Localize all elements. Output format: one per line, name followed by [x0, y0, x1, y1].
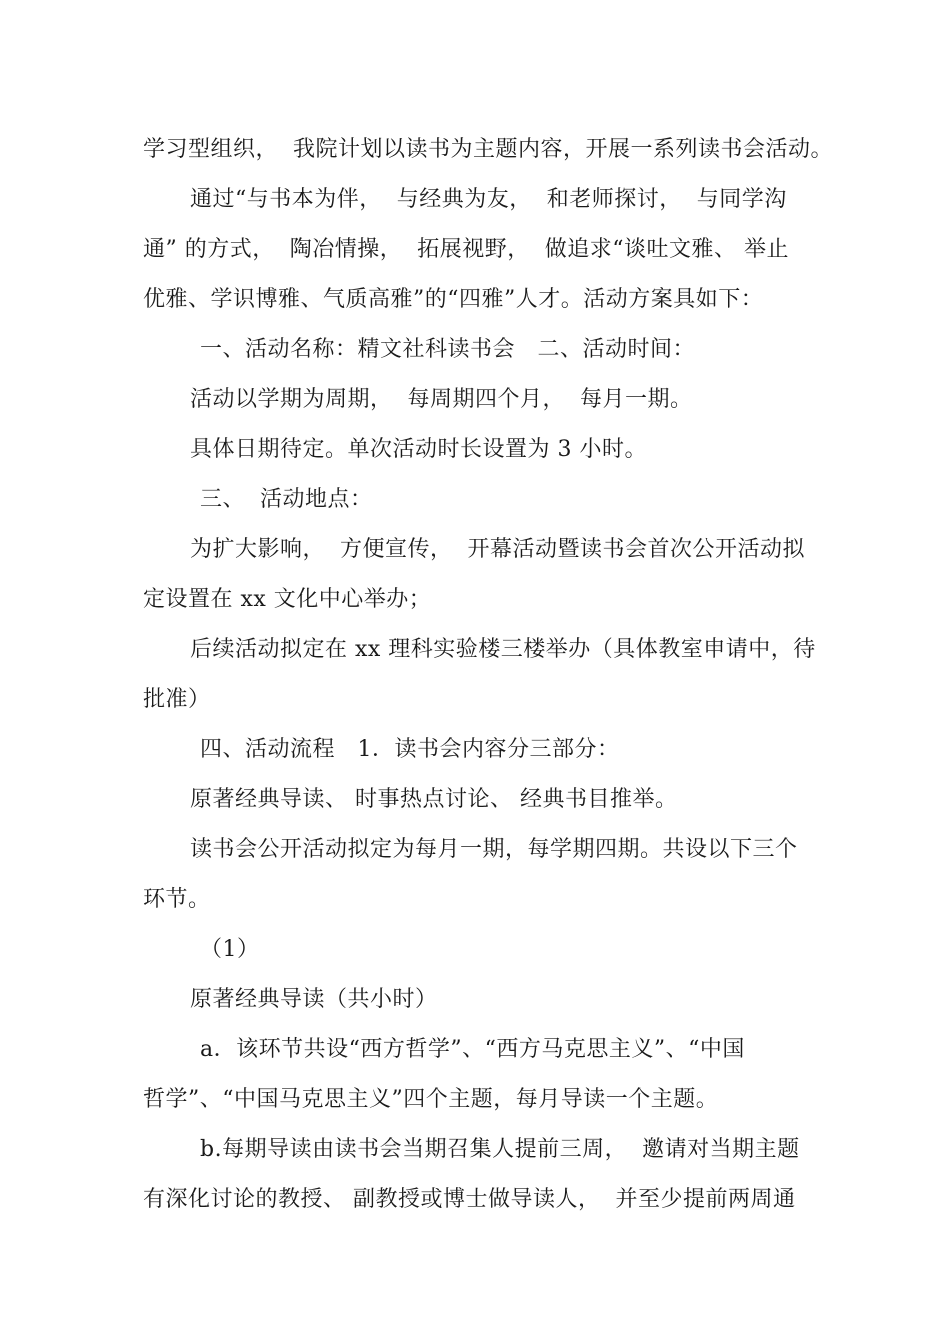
paragraph-line-22: 有深化讨论的教授、 副教授或博士做导读人， 并至少提前两周通 [143, 1187, 796, 1212]
paragraph-line-7: 具体日期待定。单次活动时长设置为 3 小时。 [190, 437, 647, 462]
paragraph-line-15: 读书会公开活动拟定为每月一期，每学期四期。共设以下三个 [190, 837, 798, 862]
section-heading-1-2: 一、活动名称：精文社科读书会 二、活动时间： [200, 337, 695, 362]
paragraph-line-12: 批准） [143, 687, 211, 712]
paragraph-line-9: 为扩大影响， 方便宣传， 开幕活动暨读书会首次公开活动拟 [190, 537, 805, 562]
paragraph-line-2: 通过“与书本为伴， 与经典为友， 和老师探讨， 与同学沟 [190, 187, 787, 212]
paragraph-line-20: 哲学”、“中国马克思主义”四个主题，每月导读一个主题。 [143, 1087, 719, 1112]
subsection-title: 原著经典导读（共小时） [190, 987, 438, 1012]
section-heading-4: 四、活动流程 1．读书会内容分三部分： [200, 737, 620, 762]
paragraph-line-14: 原著经典导读、 时事热点讨论、 经典书目推举。 [190, 787, 678, 812]
paragraph-line-6: 活动以学期为周期， 每周期四个月， 每月一期。 [190, 387, 693, 412]
paragraph-line-1: 学习型组织， 我院计划以读书为主题内容，开展一系列读书会活动。 [143, 137, 833, 162]
section-heading-3: 三、 活动地点： [200, 487, 373, 512]
paragraph-line-16: 环节。 [143, 887, 211, 912]
list-marker-1: （1） [200, 937, 260, 962]
paragraph-line-4: 优雅、学识博雅、气质高雅”的“四雅”人才。活动方案具如下： [143, 287, 764, 312]
paragraph-line-10: 定设置在 xx 文化中心举办； [143, 587, 432, 612]
paragraph-line-19: a．该环节共设“西方哲学”、“西方马克思主义”、“中国 [200, 1037, 745, 1062]
paragraph-line-3: 通” 的方式， 陶冶情操， 拓展视野， 做追求“谈吐文雅、 举止 [143, 237, 789, 262]
paragraph-line-11: 后续活动拟定在 xx 理科实验楼三楼举办（具体教室申请中，待 [190, 637, 816, 662]
paragraph-line-21: b.每期导读由读书会当期召集人提前三周， 邀请对当期主题 [200, 1137, 800, 1162]
